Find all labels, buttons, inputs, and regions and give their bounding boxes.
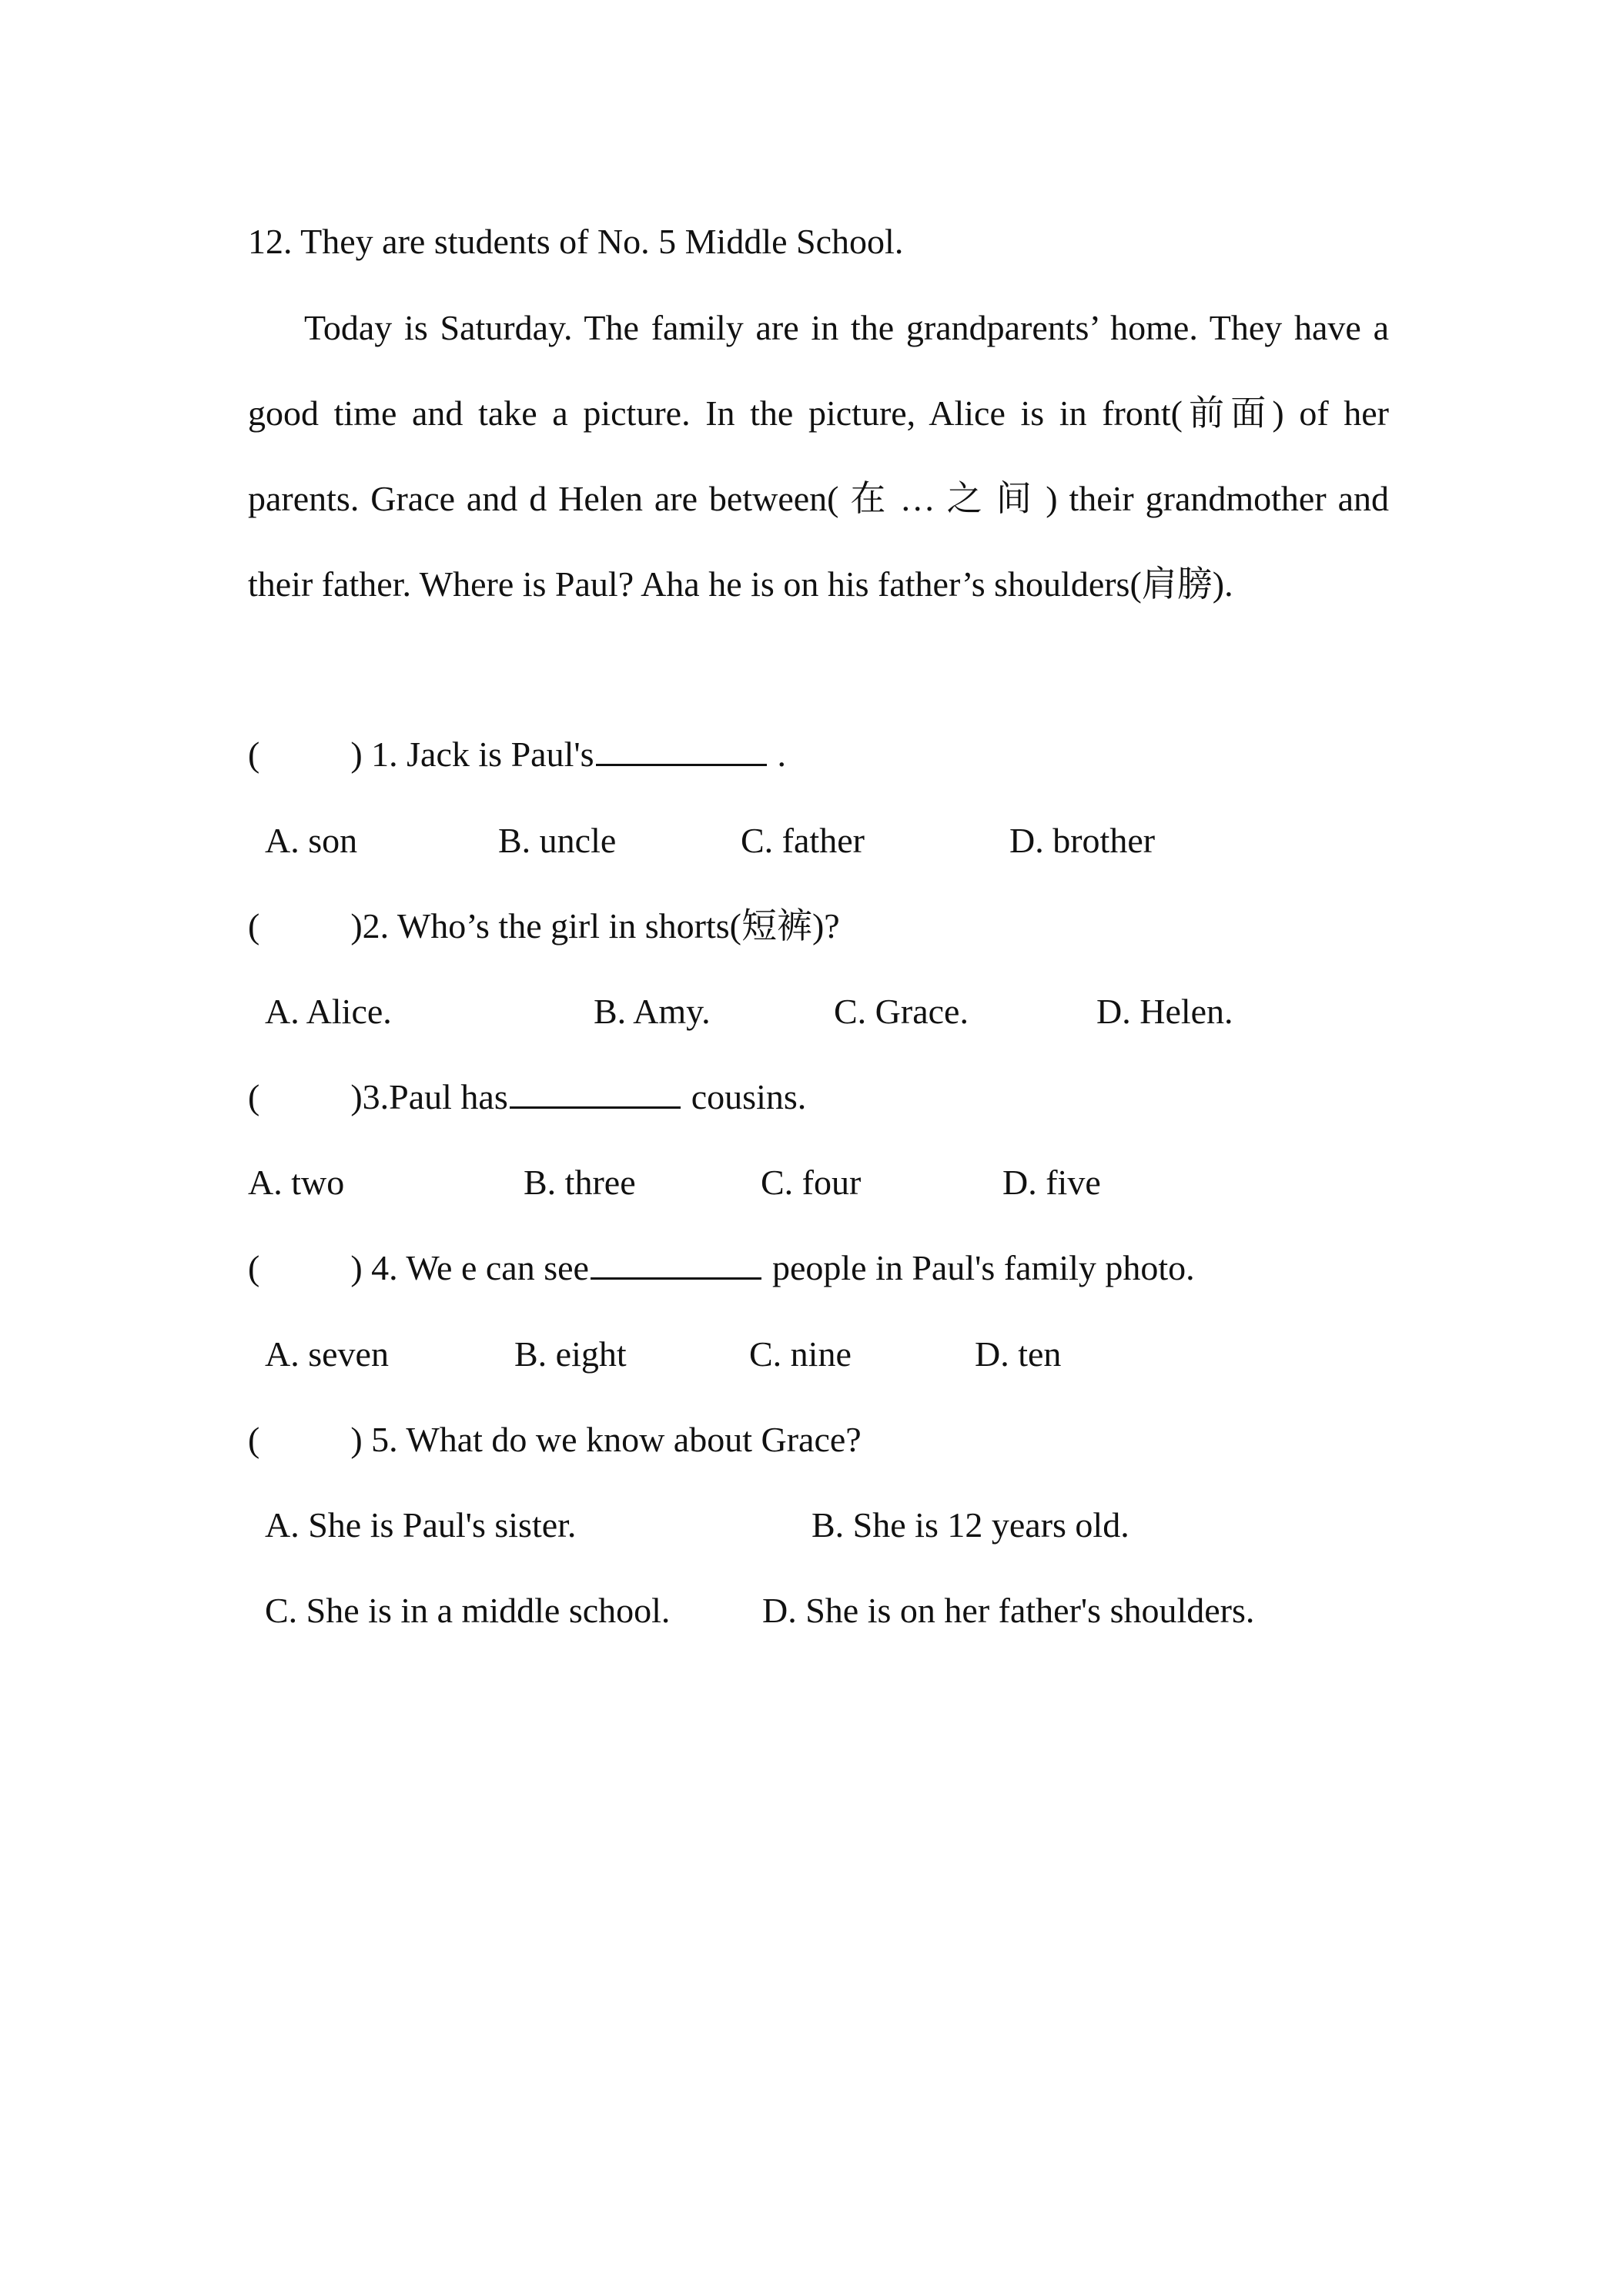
question-1 xyxy=(248,733,786,776)
q2-option-b[interactable]: B. Amy. xyxy=(594,992,711,1031)
question-2-text: )2. Who’s the girl in shorts(短裤)? xyxy=(350,906,840,946)
q5-option-d[interactable]: D. She is on her father's shoulders. xyxy=(762,1591,1255,1630)
question-1-text-after: . xyxy=(777,735,787,774)
question-2 xyxy=(248,905,840,948)
answer-blank-3[interactable] xyxy=(510,1076,681,1109)
question-4-text-after: people in Paul's family photo. xyxy=(771,1248,1195,1287)
passage-text: Today is Saturday. The family are in the grandparents’ home. They have a good time and take a picture. In the picture, Alice is in front(前面) of her parents. Grace and d Helen are between( 在 … 之 间 ) their grandmother and their father. Where is Paul? Aha he is on his father’s shoulders(肩膀). xyxy=(248,308,1389,604)
q1-option-d[interactable]: D. brother xyxy=(1009,821,1156,860)
q1-option-c[interactable]: C. father xyxy=(741,821,865,860)
question-3-open-paren: ( xyxy=(248,1077,260,1116)
question-5-open-paren: ( xyxy=(248,1420,260,1459)
q4-option-b[interactable]: B. eight xyxy=(514,1334,627,1374)
q4-option-a[interactable]: A. seven xyxy=(265,1334,389,1374)
q3-option-b[interactable]: B. three xyxy=(524,1163,636,1202)
q1-option-b[interactable]: B. uncle xyxy=(498,821,617,860)
question-4-open-paren: ( xyxy=(248,1248,260,1287)
question-3-text-after: cousins. xyxy=(691,1077,807,1116)
q2-option-d[interactable]: D. Helen. xyxy=(1096,992,1233,1031)
q3-option-d[interactable]: D. five xyxy=(1002,1163,1101,1202)
question-3-text: )3.Paul has xyxy=(350,1077,508,1116)
passage-heading: 12. They are students of No. 5 Middle School. xyxy=(248,222,904,261)
q5-option-c[interactable]: C. She is in a middle school. xyxy=(265,1591,671,1630)
question-2-open-paren: ( xyxy=(248,906,260,946)
q4-option-c[interactable]: C. nine xyxy=(749,1334,852,1374)
q2-option-c[interactable]: C. Grace. xyxy=(834,992,969,1031)
q3-option-c[interactable]: C. four xyxy=(761,1163,862,1202)
q3-option-a[interactable]: A. two xyxy=(248,1163,345,1202)
answer-blank-4[interactable] xyxy=(591,1247,761,1280)
q4-option-d[interactable]: D. ten xyxy=(975,1334,1062,1374)
q5-option-b[interactable]: B. She is 12 years old. xyxy=(812,1505,1129,1545)
question-5-text: ) 5. What do we know about Grace? xyxy=(350,1420,862,1459)
question-5 xyxy=(248,1418,862,1461)
question-1-open-paren: ( xyxy=(248,735,260,774)
question-4-text: ) 4. We e can see xyxy=(350,1248,589,1287)
answer-blank-1[interactable] xyxy=(596,733,767,766)
question-3 xyxy=(248,1076,806,1119)
question-1-text: ) 1. Jack is Paul's xyxy=(350,735,594,774)
question-4 xyxy=(248,1247,1195,1290)
q2-option-a[interactable]: A. Alice. xyxy=(265,992,392,1031)
q1-option-a[interactable]: A. son xyxy=(265,821,358,860)
q5-option-a[interactable]: A. She is Paul's sister. xyxy=(265,1505,577,1545)
